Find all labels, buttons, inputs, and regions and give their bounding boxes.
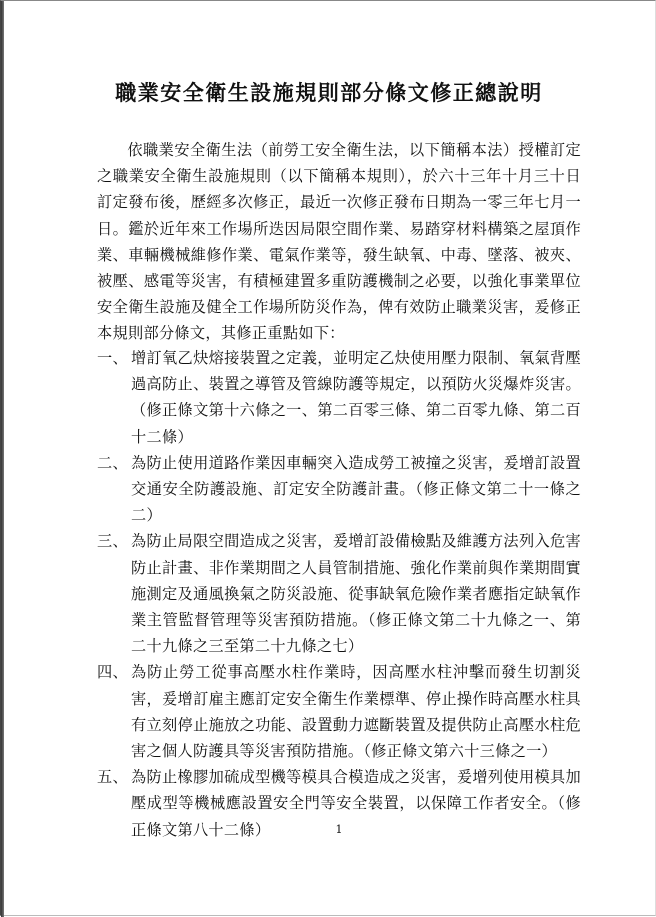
list-item-number: 五、 [97,768,128,787]
amendment-list [97,345,581,843]
list-item [97,450,581,529]
list-item-text: 為防止使用道路作業因車輛突入造成勞工被撞之災害，爰增訂設置交通安全防護設施、訂定安全防護計畫。（修正條文第二十一條之二） [131,453,581,525]
list-item-text: 增訂氧乙炔熔接裝置之定義，並明定乙炔使用壓力限制、氧氣背壓過高防止、裝置之導管及管線防護等規定，以預防火災爆炸災害。（修正條文第十六條之一、第二百零三條、第二百零九條、第二百十二條） [131,349,581,446]
list-item [97,659,581,764]
list-item [97,528,581,659]
list-item-text: 為防止局限空間造成之災害，爰增訂設備檢點及維護方法列入危害防止計畫、非作業期間之人員管制措施、強化作業前與作業期間實施測定及通風換氣之防災設施、從事缺氧危險作業者應指定缺氧作業主管監督管理等災害預防措施。（修正條文第二十九條之一、第二十九條之三至第二十九條之七） [131,532,581,656]
page-number: 1 [335,823,343,836]
list-item [97,345,581,450]
list-item-number: 二、 [97,453,128,472]
intro-paragraph: 依職業安全衛生法（前勞工安全衛生法，以下簡稱本法）授權訂定之職業安全衛生設施規則（以下簡稱本規則），於六十三年十月三十日訂定發布後，歷經多次修正，最近一次修正發布日期為一零三年七月一日。鑑於近年來工作場所迭因局限空間作業、易踏穿材料構築之屋頂作業、車輛機械維修作業、電氣作業等，發生缺氧、中毒、墜落、被夾、被壓、感電等災害，有積極建置多重防護機制之必要，以強化事業單位安全衛生設施及健全工作場所防災作為，俾有效防止職業災害，爰修正本規則部分條文，其修正重點如下： [97,141,581,343]
document-title: 職業安全衛生設施規則部分條文修正總說明 [115,80,543,105]
page-edge-shadow [1,1,4,917]
list-item-text: 為防止橡膠加硫成型機等模具合模造成之災害，爰增列使用模具加壓成型等機械應設置安全門等安全裝置，以保障工作者安全。（修正條文第八十二條） [131,768,581,839]
list-item-number: 四、 [97,663,128,682]
list-item-number: 三、 [97,532,128,551]
list-item-text: 為防止勞工從事高壓水柱作業時，因高壓水柱沖擊而發生切割災害，爰增訂雇主應訂定安全衛生作業標準、停止操作時高壓水柱具有立刻停止施放之功能、設置動力遮斷裝置及提供防止高壓水柱危害之個人防護具等災害預防措施。（修正條文第六十三條之一） [131,663,581,761]
list-item-number: 一、 [97,349,128,367]
